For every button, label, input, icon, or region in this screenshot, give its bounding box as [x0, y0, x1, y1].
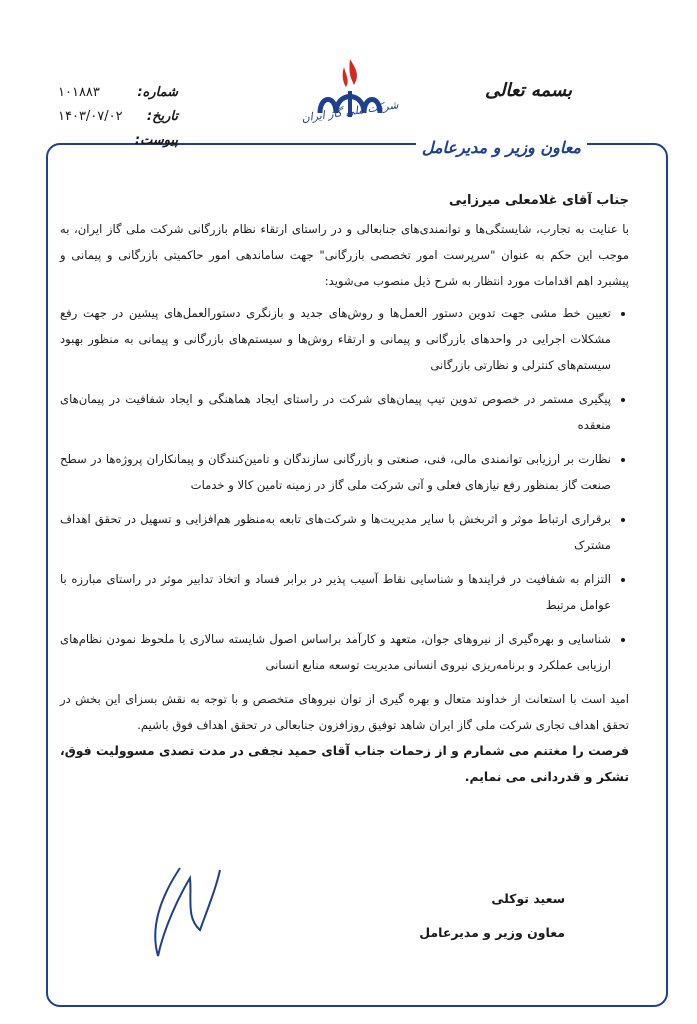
list-item: • برقراری ارتباط موثر و اثربخش با سایر مدیریت‌ها و شرکت‌های تابعه به‌منظور هم‌افزایی و تسهیل در تحقق اهداف مشترک — [60, 506, 611, 558]
hope-paragraph: امید است با استعانت از خداوند متعال و بهره گیری از توان نیروهای متخصص و با توجه به نقش بسزای این بخش در تحقق اهداف تجاری شرکت ملی گاز ایران شاهد توفیق روزافزون جنابعالی در تحقق اهداف فوق باشیم. — [60, 692, 629, 732]
letter-body — [60, 188, 629, 790]
letter-meta — [58, 80, 178, 152]
list-item: • تعیین خط مشی جهت تدوین دستور العمل‌ها و روش‌های جدید و بازنگری دستورالعمل‌های پیشین در جهت رفع مشکلات اجرایی در واحدهای بازرگانی و پیمانی و ارتقاء روش‌ها و سیستم‌های بازرگانی و پیمانی به منظور بهبود سیستم‌های کنترلی و نظارتی بازرگانی — [60, 300, 611, 378]
signer-name: سعید توکلی — [491, 891, 565, 906]
list-item: • نظارت بر ارزیابی توانمندی مالی، فنی، صنعتی و بازرگانی سازندگان و تامین‌کنندگان و پیمانکاران پروژه‌ها در سطح صنعت گاز بمنظور رفع نیازهای فعلی و آتی شرکت ملی گاز در زمینه تامین کالا و خدمات — [60, 446, 611, 498]
list-item: • شناسایی و بهره‌گیری از نیروهای جوان، متعهد و کارآمد براساس اصول شایسته سالاری با ملحوظ نمودن نظام‌های ارزیابی عملکرد و برنامه‌ریزی نیروی انسانی مدیریت توسعه منابع انسانی — [60, 626, 611, 678]
number-label: شماره: — [137, 84, 178, 100]
nigc-logo-icon — [310, 55, 390, 140]
list-item: • التزام به شفافیت در فرایندها و شناسایی نقاط آسیب پذیر در برابر فساد و اتخاذ تدابیر موثر در راستای مبارزه با عوامل مرتبط — [60, 566, 611, 618]
attachment-row — [58, 128, 178, 152]
duties-list — [60, 300, 629, 678]
basmala: بسمه تعالی — [484, 80, 572, 101]
intro-paragraph: با عنایت به تجارب، شایستگی‌ها و توانمندی‌های جنابعالی و در راستای ارتقاء نظام بازرگانی شرکت ملی گاز ایران، به موجب این حکم به عنوان "سرپرست امور تخصصی بازرگانی" جهت ساماندهی امور حاکمیتی بازرگانی و پیمانی و پیشبرد اهم اقدامات مورد انتظار به شرح ذیل منصوب می‌شوید: — [60, 222, 629, 288]
deputy-title: معاون وزیر و مدیرعامل — [416, 138, 587, 157]
logo-caption: شرکت ملی گاز ایران — [300, 98, 400, 125]
closing-paragraph: فرصت را مغتنم می شمارم و از زحمات جناب آقای حمید نجفی در مدت تصدی مسوولیت فوق، تشکر و قدردانی می نمایم. — [60, 743, 629, 784]
date-label: تاریخ: — [146, 108, 178, 124]
number-value: ۱۰۱۸۸۳ — [58, 84, 100, 100]
date-row — [58, 104, 178, 128]
date-value: ۱۴۰۳/۰۷/۰۲ — [58, 108, 123, 124]
signature-block — [419, 882, 565, 950]
recipient: جناب آقای غلامعلی میرزایی — [449, 193, 629, 208]
attachment-label: پیوست: — [134, 132, 178, 148]
list-item: • پیگیری مستمر در خصوص تدوین تیپ پیمان‌های شرکت در راستای ایجاد هماهنگی و ایجاد شفافیت در پیمان‌های منعقده — [60, 386, 611, 438]
number-row — [58, 80, 178, 104]
handwritten-signature-icon — [120, 858, 240, 968]
signer-title: معاون وزیر و مدیرعامل — [419, 925, 565, 940]
